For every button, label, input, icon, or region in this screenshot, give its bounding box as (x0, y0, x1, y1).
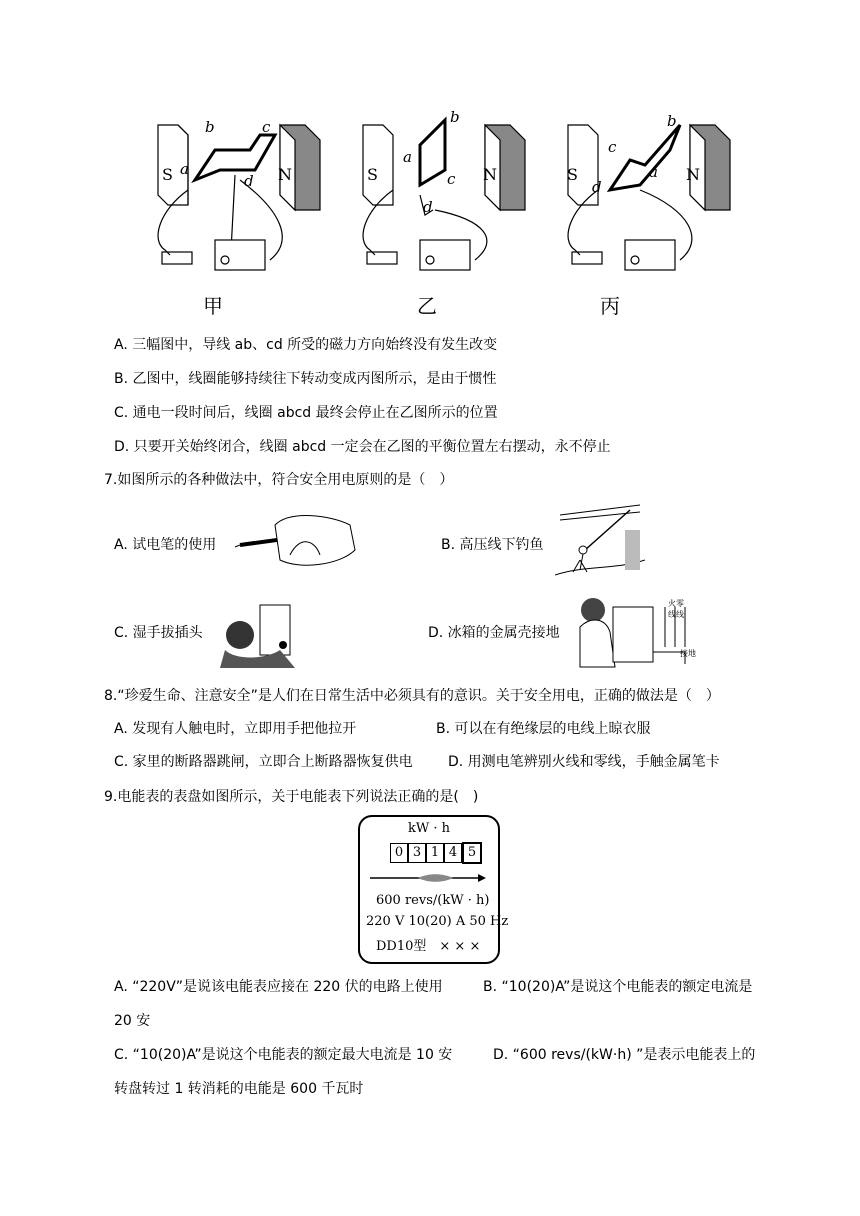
label-s-bing: S (567, 165, 578, 184)
label-s-yi: S (367, 165, 378, 184)
q9-option-c: C. “10(20)A”是说这个电能表的额定最大电流是 10 安 (114, 1047, 453, 1063)
meter-counter (390, 841, 482, 864)
label-a-bing: a (649, 163, 658, 181)
q8-stem: 8.“珍爱生命、注意安全”是人们在日常生活中必须具有的意识。关于安全用电，正确的做法是（ ） (104, 688, 720, 704)
meter-model: DD10型 × × × (376, 939, 481, 954)
fridge-label-ground: 接地 (680, 649, 696, 658)
diagram-jia (158, 125, 320, 270)
meter-rotor-arrow (368, 871, 488, 885)
figure-label-yi: 乙 (417, 294, 437, 318)
q8-option-a: A. 发现有人触电时，立即用手把他拉开 (114, 721, 357, 737)
motor-diagrams (140, 110, 740, 320)
label-a-jia: a (180, 160, 189, 178)
meter-digit: 1 (426, 843, 444, 863)
fridge-label-live-neutral: 火零 (668, 599, 684, 608)
label-n-yi: N (483, 165, 497, 184)
q9-option-b: B. “10(20)A”是说这个电能表的额定电流是 (483, 979, 753, 995)
label-b-jia: b (205, 118, 215, 136)
energy-meter-dial (358, 815, 509, 964)
meter-unit: kW · h (408, 821, 451, 836)
q8-option-b: B. 可以在有绝缘层的电线上晾衣服 (436, 721, 651, 737)
q9-option-a: A. “220V”是说该电能表应接在 220 伏的电路上使用 (114, 979, 443, 995)
q7-option-a: A. 试电笔的使用 (114, 537, 217, 553)
meter-digit: 4 (444, 843, 462, 863)
q6-option-d: D. 只要开关始终闭合，线圈 abcd 一定会在乙图的平衡位置左右摆动，永不停止 (114, 439, 611, 455)
meter-digit-decimal: 5 (462, 842, 482, 864)
q7-option-d: D. 冰箱的金属壳接地 (428, 625, 560, 641)
figure-label-jia: 甲 (203, 294, 223, 318)
q9-option-d-cont: 转盘转过 1 转消耗的电能是 600 千瓦时 (114, 1081, 364, 1097)
q9-option-b-cont: 20 安 (114, 1013, 151, 1029)
q7-option-c: C. 湿手拔插头 (114, 625, 203, 641)
fridge-label-wires: 线线 (668, 610, 684, 619)
label-c-yi: c (447, 170, 456, 188)
q9-stem: 9.电能表的表盘如图所示，关于电能表下列说法正确的是( ) (104, 789, 479, 805)
figure-label-bing: 丙 (600, 294, 620, 318)
meter-revs: 600 revs/(kW · h) (376, 893, 490, 908)
label-a-yi: a (403, 148, 412, 166)
label-s-jia: S (162, 165, 173, 184)
label-d-yi: d (423, 198, 433, 216)
label-n-bing: N (686, 165, 700, 184)
meter-rating: 220 V 10(20) A 50 Hz (366, 914, 509, 929)
q7-stem: 7.如图所示的各种做法中，符合安全用电原则的是（ ） (104, 472, 454, 488)
q6-option-b: B. 乙图中，线圈能够持续往下转动变成丙图所示，是由于惯性 (114, 371, 497, 387)
meter-digit: 3 (408, 843, 426, 863)
test-pen-image (230, 505, 360, 575)
meter-digit: 0 (390, 843, 408, 863)
label-b-yi: b (450, 108, 460, 126)
q8-option-c: C. 家里的断路器跳闸，立即合上断路器恢复供电 (114, 754, 413, 770)
q7-option-b: B. 高压线下钓鱼 (441, 537, 544, 553)
diagram-yi (363, 120, 525, 270)
diagram-bing (568, 125, 730, 270)
label-b-bing: b (667, 112, 677, 130)
label-n-jia: N (278, 165, 292, 184)
fishing-under-power-line-image (555, 500, 645, 580)
q6-option-a: A. 三幅图中，导线 ab、cd 所受的磁力方向始终没有发生改变 (114, 337, 498, 353)
label-c-bing: c (608, 138, 617, 156)
q8-option-d: D. 用测电笔辨别火线和零线，手触金属笔卡 (448, 754, 720, 770)
label-d-jia: d (244, 172, 254, 190)
q6-option-c: C. 通电一段时间后，线圈 abcd 最终会停止在乙图所示的位置 (114, 405, 498, 421)
q9-option-d: D. “600 revs/(kW·h) ”是表示电能表上的 (493, 1047, 756, 1063)
label-d-bing: d (592, 178, 602, 196)
label-c-jia: c (262, 118, 271, 136)
wet-hand-plug-image (215, 600, 305, 670)
